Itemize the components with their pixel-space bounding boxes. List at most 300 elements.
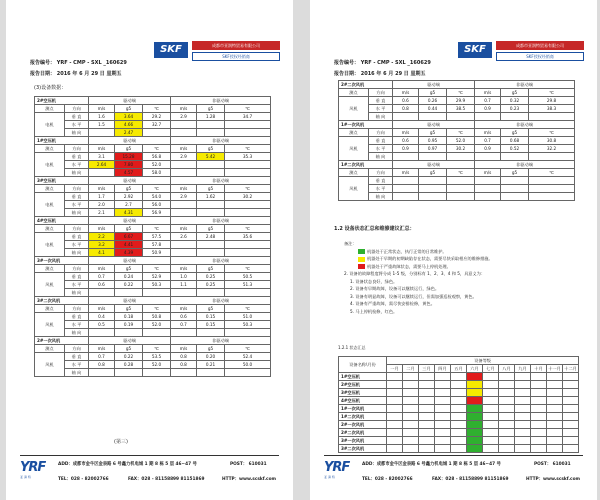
direction-cell: 水 平 bbox=[65, 201, 89, 209]
status-cell bbox=[499, 437, 515, 445]
direction-cell: 垂 直 bbox=[65, 233, 89, 241]
table-row bbox=[35, 329, 271, 337]
value-cell bbox=[89, 369, 115, 377]
group-title: 3#空压机 bbox=[35, 177, 89, 185]
value-cell: 50.9 bbox=[143, 249, 171, 257]
value-cell bbox=[143, 289, 171, 297]
footer-fax: FAX：028 - 81158899 81151869 bbox=[128, 477, 205, 482]
equipment-name: 电机 bbox=[35, 113, 65, 137]
status-cell-june bbox=[467, 437, 483, 445]
value-cell: 0.20 bbox=[197, 353, 225, 361]
unit-header-cell: m/s bbox=[89, 345, 115, 353]
value-cell bbox=[447, 177, 475, 185]
value-cell bbox=[197, 249, 225, 257]
status-cell bbox=[563, 381, 579, 389]
status-cell bbox=[515, 413, 531, 421]
value-cell: 0.7 bbox=[475, 97, 501, 105]
status-cell bbox=[515, 389, 531, 397]
non-drive-end-header: 非驱动端 bbox=[475, 161, 575, 169]
table-row bbox=[35, 353, 271, 361]
status-cell bbox=[499, 445, 515, 453]
report-number: 报告编号： YRF - CMP - SXL _160629 bbox=[334, 60, 431, 66]
footer-fax: FAX：028 - 81158899 81151869 bbox=[432, 477, 509, 482]
status-cell bbox=[531, 389, 547, 397]
status-cell bbox=[531, 437, 547, 445]
group-title: 3#一次风机 bbox=[35, 257, 89, 265]
value-cell bbox=[529, 177, 575, 185]
month-header-cell: 七月 bbox=[483, 365, 499, 373]
status-cell bbox=[531, 445, 547, 453]
status-cell bbox=[515, 429, 531, 437]
non-drive-end-header: 非驱动端 bbox=[171, 217, 271, 225]
month-header-cell: 三月 bbox=[419, 365, 435, 373]
value-cell: 56.8 bbox=[143, 153, 171, 161]
month-header-cell: 四月 bbox=[435, 365, 451, 373]
table-row bbox=[35, 233, 271, 241]
unit-header-cell: 测点 bbox=[339, 169, 369, 177]
legend-item bbox=[344, 248, 493, 256]
status-cell bbox=[563, 413, 579, 421]
value-cell bbox=[419, 177, 447, 185]
value-cell bbox=[89, 329, 115, 337]
value-cell: 0.8 bbox=[393, 105, 419, 113]
legend-text: 机器处于正常状态，执行正常的日常维护。 bbox=[367, 248, 447, 254]
table-row bbox=[339, 137, 575, 145]
status-cell bbox=[563, 389, 579, 397]
status-cell bbox=[435, 429, 451, 437]
status-cell bbox=[451, 381, 467, 389]
equipment-name: 风机 bbox=[339, 177, 369, 201]
value-cell: 0.9 bbox=[475, 105, 501, 113]
legend-text: 机器处于严重故障状态，需要马上停机处理。 bbox=[367, 263, 451, 269]
table-row bbox=[35, 241, 271, 249]
value-cell: 58.0 bbox=[143, 169, 171, 177]
value-cell bbox=[447, 153, 475, 161]
skf-brand-icon: SKF bbox=[154, 42, 188, 58]
table-row bbox=[339, 381, 579, 389]
value-cell: 50.0 bbox=[225, 361, 271, 369]
note-line: 2. 设备的故障程度将分成 1-5 级，分别标有 1、2、3、4 和 5，具意义为： bbox=[344, 271, 486, 276]
value-cell: 50.5 bbox=[225, 273, 271, 281]
value-cell bbox=[143, 129, 171, 137]
unit-header-cell: m/s bbox=[89, 225, 115, 233]
unit-header-cell: g5 bbox=[197, 265, 225, 273]
direction-cell: 轴 向 bbox=[65, 129, 89, 137]
group-title: 1#空压机 bbox=[35, 137, 89, 145]
summary-level-header: 设备等级 bbox=[387, 357, 579, 365]
group-title-row bbox=[339, 121, 575, 129]
value-cell bbox=[419, 193, 447, 201]
direction-cell: 水 平 bbox=[65, 321, 89, 329]
status-cell bbox=[547, 421, 563, 429]
status-cell bbox=[563, 405, 579, 413]
value-cell: 1.6 bbox=[89, 113, 115, 121]
value-cell: 2.92 bbox=[115, 193, 143, 201]
drive-end-header: 驱动端 bbox=[89, 137, 171, 145]
footer-post: POST： 610031 bbox=[534, 462, 571, 467]
unit-header-cell: g5 bbox=[197, 105, 225, 113]
unit-header-cell: g5 bbox=[115, 265, 143, 273]
value-cell: 29.9 bbox=[447, 97, 475, 105]
value-cell bbox=[171, 161, 197, 169]
status-cell bbox=[419, 405, 435, 413]
table-row bbox=[35, 321, 271, 329]
value-cell: 0.25 bbox=[197, 281, 225, 289]
group-title: 1#一次风机 bbox=[339, 121, 393, 129]
drive-end-header: 驱动端 bbox=[89, 97, 171, 105]
table-row bbox=[339, 413, 579, 421]
unit-header-cell: g5 bbox=[115, 185, 143, 193]
value-cell bbox=[225, 369, 271, 377]
footer-http: HTTP：www.scskf.com bbox=[222, 477, 277, 482]
status-cell bbox=[563, 397, 579, 405]
value-cell: 0.7 bbox=[89, 353, 115, 361]
unit-header-cell: 测点 bbox=[35, 305, 65, 313]
unit-header-cell: 测点 bbox=[35, 265, 65, 273]
value-cell: 0.24 bbox=[115, 273, 143, 281]
status-cell-june bbox=[467, 373, 483, 381]
value-cell: 0.25 bbox=[197, 273, 225, 281]
equipment-name: 3#空压机 bbox=[339, 389, 387, 397]
value-cell: 30.2 bbox=[447, 145, 475, 153]
unit-header-cell: m/s bbox=[89, 265, 115, 273]
value-cell bbox=[171, 169, 197, 177]
value-cell: 2.9 bbox=[171, 153, 197, 161]
value-cell: 53.5 bbox=[143, 353, 171, 361]
unit-header-cell: g5 bbox=[115, 305, 143, 313]
value-cell bbox=[171, 209, 197, 217]
unit-header-cell: 方向 bbox=[369, 169, 393, 177]
group-title-row bbox=[339, 161, 575, 169]
value-cell: 4.1 bbox=[89, 249, 115, 257]
unit-header-cell: g5 bbox=[197, 225, 225, 233]
value-cell: 2.48 bbox=[197, 233, 225, 241]
value-cell bbox=[115, 369, 143, 377]
footer-divider bbox=[20, 455, 279, 456]
direction-cell: 垂 直 bbox=[65, 193, 89, 201]
value-cell: 2.7 bbox=[115, 201, 143, 209]
value-cell bbox=[447, 185, 475, 193]
value-cell bbox=[197, 161, 225, 169]
value-cell: 57.8 bbox=[143, 241, 171, 249]
status-cell bbox=[515, 373, 531, 381]
unit-header-cell: ℃ bbox=[143, 225, 171, 233]
value-cell: 7.80 bbox=[115, 161, 143, 169]
value-cell bbox=[475, 113, 501, 121]
value-cell bbox=[501, 185, 529, 193]
table-row bbox=[339, 113, 575, 121]
value-cell: 0.26 bbox=[419, 97, 447, 105]
value-cell bbox=[197, 241, 225, 249]
value-cell: 1.0 bbox=[171, 273, 197, 281]
direction-cell: 轴 向 bbox=[65, 209, 89, 217]
status-cell bbox=[403, 397, 419, 405]
unit-header-cell: ℃ bbox=[225, 305, 271, 313]
value-cell: 0.19 bbox=[115, 321, 143, 329]
equipment-name: 1#空压机 bbox=[339, 373, 387, 381]
direction-cell: 轴 向 bbox=[369, 153, 393, 161]
equipment-name: 风机 bbox=[35, 353, 65, 377]
status-cell bbox=[547, 373, 563, 381]
group-title-row bbox=[35, 217, 271, 225]
status-cell-june bbox=[467, 381, 483, 389]
value-cell: 50.3 bbox=[143, 281, 171, 289]
unit-header-cell: m/s bbox=[171, 345, 197, 353]
value-cell: 34.7 bbox=[225, 113, 271, 121]
status-cell bbox=[435, 405, 451, 413]
unit-header-cell: ℃ bbox=[447, 89, 475, 97]
unit-header-cell: ℃ bbox=[529, 89, 575, 97]
month-header-cell: 一月 bbox=[387, 365, 403, 373]
legend-notes bbox=[344, 240, 493, 315]
unit-header-cell: m/s bbox=[475, 129, 501, 137]
value-cell: 0.15 bbox=[197, 313, 225, 321]
direction-cell: 轴 向 bbox=[369, 113, 393, 121]
direction-cell: 水 平 bbox=[369, 105, 393, 113]
status-cell bbox=[451, 373, 467, 381]
unit-header-cell: m/s bbox=[171, 145, 197, 153]
equipment-name: 风机 bbox=[339, 137, 369, 161]
unit-header-cell: g5 bbox=[115, 105, 143, 113]
value-cell: 2.6 bbox=[171, 233, 197, 241]
value-cell bbox=[225, 161, 271, 169]
status-cell-june bbox=[467, 429, 483, 437]
unit-header-cell: g5 bbox=[115, 145, 143, 153]
value-cell bbox=[475, 185, 501, 193]
value-cell: 3.64 bbox=[115, 113, 143, 121]
value-cell: 1.5 bbox=[89, 121, 115, 129]
drive-end-header: 驱动端 bbox=[89, 217, 171, 225]
unit-header-cell: g5 bbox=[501, 129, 529, 137]
footer-tel: TEL：028 - 82002766 bbox=[58, 477, 109, 482]
value-cell: 0.8 bbox=[89, 361, 115, 369]
footer-divider bbox=[324, 455, 583, 456]
group-title-row bbox=[35, 257, 271, 265]
status-cell bbox=[451, 421, 467, 429]
status-cell bbox=[419, 397, 435, 405]
direction-cell: 垂 直 bbox=[369, 177, 393, 185]
table-row bbox=[35, 153, 271, 161]
note-line: 1. 设备状态良好，绿色。 bbox=[350, 278, 398, 284]
value-cell: 4.41 bbox=[115, 241, 143, 249]
unit-header-row bbox=[339, 169, 575, 177]
value-cell: 0.9 bbox=[393, 145, 419, 153]
equipment-name: 2#二次风机 bbox=[339, 429, 387, 437]
status-cell bbox=[515, 421, 531, 429]
unit-header-cell: 方向 bbox=[369, 89, 393, 97]
unit-header-cell: m/s bbox=[171, 265, 197, 273]
equipment-name: 电机 bbox=[35, 233, 65, 257]
group-title-row bbox=[35, 337, 271, 345]
unit-header-row bbox=[35, 345, 271, 353]
unit-header-cell: 测点 bbox=[35, 225, 65, 233]
unit-header-cell: 测点 bbox=[339, 89, 369, 97]
group-title-row bbox=[35, 297, 271, 305]
status-cell-june bbox=[467, 389, 483, 397]
legend-item bbox=[344, 255, 493, 263]
value-cell: 30.2 bbox=[225, 193, 271, 201]
unit-header-cell: ℃ bbox=[225, 185, 271, 193]
drive-end-header: 驱动端 bbox=[393, 161, 475, 169]
value-cell: 38.5 bbox=[447, 105, 475, 113]
value-cell bbox=[171, 249, 197, 257]
unit-header-cell: 方向 bbox=[65, 185, 89, 193]
status-cell bbox=[499, 381, 515, 389]
value-cell bbox=[393, 153, 419, 161]
value-cell bbox=[197, 329, 225, 337]
unit-header-cell: m/s bbox=[475, 169, 501, 177]
non-drive-end-header: 非驱动端 bbox=[171, 337, 271, 345]
status-cell bbox=[435, 389, 451, 397]
status-cell bbox=[419, 429, 435, 437]
value-cell: 0.95 bbox=[419, 137, 447, 145]
direction-cell: 水 平 bbox=[65, 121, 89, 129]
status-cell bbox=[403, 429, 419, 437]
value-cell bbox=[197, 121, 225, 129]
value-cell: 0.21 bbox=[197, 361, 225, 369]
table-row bbox=[339, 373, 579, 381]
status-cell bbox=[483, 445, 499, 453]
value-cell: 57.5 bbox=[143, 233, 171, 241]
month-header-cell: 二月 bbox=[403, 365, 419, 373]
status-cell bbox=[387, 429, 403, 437]
table-row bbox=[339, 105, 575, 113]
value-cell bbox=[501, 193, 529, 201]
value-cell: 4.66 bbox=[115, 121, 143, 129]
unit-header-cell: g5 bbox=[501, 169, 529, 177]
status-cell bbox=[547, 381, 563, 389]
value-cell bbox=[393, 177, 419, 185]
status-cell bbox=[531, 381, 547, 389]
equipment-name: 风机 bbox=[35, 313, 65, 337]
value-cell bbox=[529, 113, 575, 121]
table-row bbox=[35, 161, 271, 169]
status-cell bbox=[387, 421, 403, 429]
unit-header-cell: ℃ bbox=[143, 185, 171, 193]
group-title: 4#空压机 bbox=[35, 217, 89, 225]
unit-header-cell: m/s bbox=[89, 185, 115, 193]
value-cell bbox=[447, 113, 475, 121]
value-cell: 4.57 bbox=[115, 169, 143, 177]
value-cell bbox=[171, 369, 197, 377]
value-cell: 52.0 bbox=[143, 361, 171, 369]
direction-cell: 水 平 bbox=[65, 161, 89, 169]
equipment-name: 风机 bbox=[35, 273, 65, 297]
unit-header-cell: m/s bbox=[171, 185, 197, 193]
unit-header-cell: 方向 bbox=[369, 129, 393, 137]
status-cell bbox=[515, 445, 531, 453]
unit-header-cell: ℃ bbox=[225, 105, 271, 113]
direction-cell: 垂 直 bbox=[65, 273, 89, 281]
value-cell: 0.97 bbox=[419, 145, 447, 153]
status-cell bbox=[531, 405, 547, 413]
month-header-cell: 八月 bbox=[499, 365, 515, 373]
equipment-name: 风机 bbox=[339, 97, 369, 121]
direction-cell: 水 平 bbox=[65, 281, 89, 289]
equipment-name: 1#二次风机 bbox=[339, 413, 387, 421]
value-cell bbox=[197, 209, 225, 217]
direction-cell: 水 平 bbox=[65, 361, 89, 369]
status-cell bbox=[387, 405, 403, 413]
unit-header-cell: g5 bbox=[197, 185, 225, 193]
status-cell bbox=[499, 397, 515, 405]
value-cell: 35.6 bbox=[225, 233, 271, 241]
yrf-logo: YRF 亚 润 特 bbox=[20, 460, 46, 479]
value-cell: 29.8 bbox=[529, 97, 575, 105]
note-line: 5. 马上停机检修，红色。 bbox=[350, 308, 398, 314]
value-cell: 56.9 bbox=[143, 209, 171, 217]
value-cell: 30.8 bbox=[529, 137, 575, 145]
report-number: 报告编号： YRF - CMP - SXL _160629 bbox=[30, 60, 127, 66]
value-cell: 35.3 bbox=[225, 153, 271, 161]
equipment-name: 3#二次风机 bbox=[339, 445, 387, 453]
unit-header-row bbox=[339, 89, 575, 97]
unit-header-cell: g5 bbox=[197, 145, 225, 153]
status-cell bbox=[451, 437, 467, 445]
status-cell bbox=[531, 397, 547, 405]
report-date: 报告日期： 2016 年 6 月 29 日 星期五 bbox=[30, 71, 122, 77]
value-cell: 2.64 bbox=[89, 161, 115, 169]
value-cell: 0.18 bbox=[115, 313, 143, 321]
value-cell: 50.8 bbox=[143, 313, 171, 321]
status-cell-june bbox=[467, 397, 483, 405]
group-title: 1#二次风机 bbox=[339, 161, 393, 169]
month-header-cell: 十一月 bbox=[548, 366, 561, 371]
summary-name-header: 设备名称\月份 bbox=[339, 357, 387, 373]
value-cell: 0.7 bbox=[475, 137, 501, 145]
value-cell bbox=[419, 153, 447, 161]
notes-label: 备注： bbox=[344, 241, 357, 246]
value-cell bbox=[475, 177, 501, 185]
value-cell bbox=[419, 113, 447, 121]
table-row bbox=[339, 437, 579, 445]
status-cell bbox=[499, 429, 515, 437]
footer-http: HTTP：www.scskf.com bbox=[526, 477, 581, 482]
value-cell: 0.6 bbox=[89, 281, 115, 289]
dealer-banner: SKF授权经销商 bbox=[496, 52, 584, 61]
group-title-row bbox=[35, 97, 271, 105]
direction-cell: 垂 直 bbox=[369, 97, 393, 105]
unit-header-cell: ℃ bbox=[225, 145, 271, 153]
legend-item bbox=[344, 263, 493, 271]
status-cell bbox=[531, 429, 547, 437]
unit-header-cell: ℃ bbox=[143, 345, 171, 353]
page-number: (第三) bbox=[114, 439, 128, 445]
value-cell: 1.28 bbox=[197, 113, 225, 121]
value-cell: 0.6 bbox=[393, 137, 419, 145]
value-cell: 0.6 bbox=[171, 313, 197, 321]
status-cell bbox=[387, 397, 403, 405]
unit-header-cell: ℃ bbox=[529, 129, 575, 137]
status-cell bbox=[451, 445, 467, 453]
table-row bbox=[35, 201, 271, 209]
value-cell: 0.6 bbox=[393, 97, 419, 105]
value-cell: 0.68 bbox=[501, 137, 529, 145]
non-drive-end-header: 非驱动端 bbox=[171, 297, 271, 305]
group-title-row bbox=[35, 137, 271, 145]
status-cell bbox=[499, 413, 515, 421]
unit-header-cell: g5 bbox=[197, 345, 225, 353]
value-cell: 56.0 bbox=[143, 201, 171, 209]
equipment-name: 3#一次风机 bbox=[339, 437, 387, 445]
unit-header-cell: m/s bbox=[393, 89, 419, 97]
table-row bbox=[339, 389, 579, 397]
value-cell bbox=[171, 289, 197, 297]
value-cell: 51.0 bbox=[225, 313, 271, 321]
value-cell: 54.0 bbox=[143, 193, 171, 201]
table-row bbox=[35, 361, 271, 369]
group-title: 2#一次风机 bbox=[35, 337, 89, 345]
